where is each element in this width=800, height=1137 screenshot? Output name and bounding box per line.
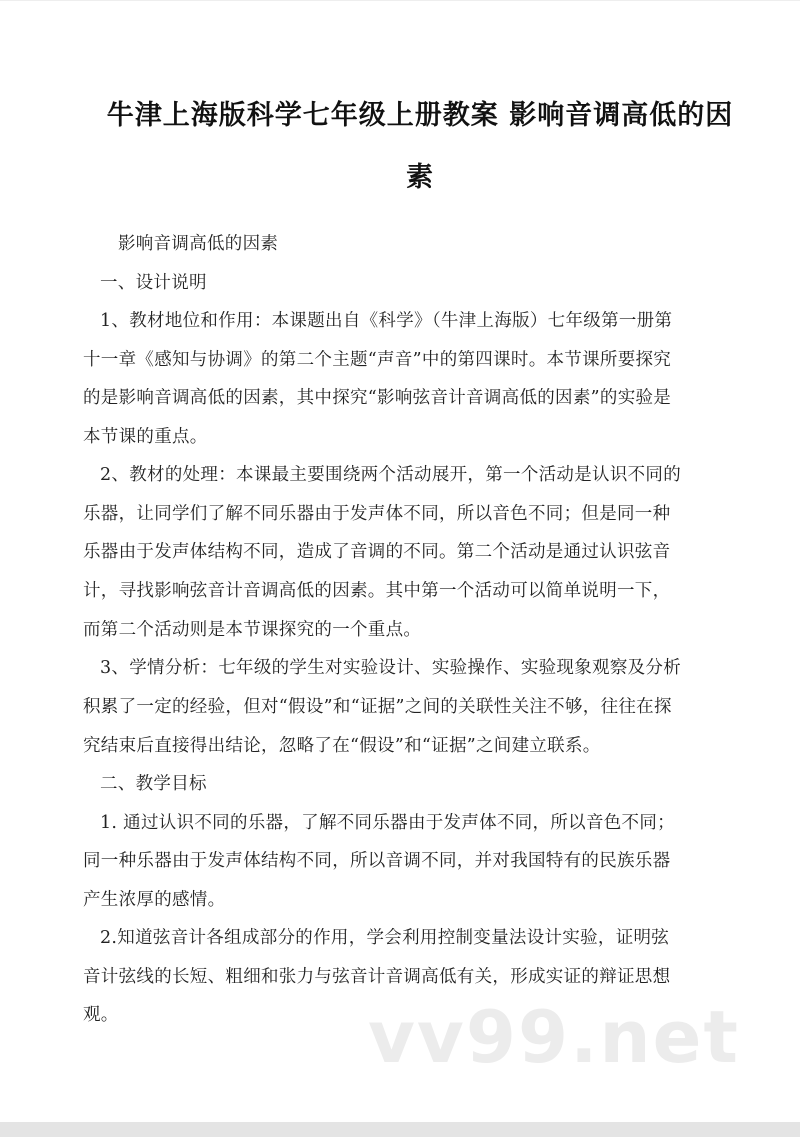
paragraph-2-line: 2、教材的处理：本课最主要围绕两个活动展开，第一个活动是认识不同的 [100,465,682,485]
goal-1-line: 产生浓厚的感情。 [83,890,226,910]
document-title-line-2: 素 [406,162,434,193]
paragraph-3-line: 积累了一定的经验，但对“假设”和“证据”之间的关联性关注不够，往往在探 [83,697,672,717]
document-title-line-1: 牛津上海版科学七年级上册教案 影响音调高低的因 [106,100,734,131]
paragraph-1-line: 1、教材地位和作用：本课题出自《科学》（牛津上海版）七年级第一册第 [100,311,673,331]
section-heading-design: 一、设计说明 [100,273,207,293]
paragraph-2-line: 而第二个活动则是本节课探究的一个重点。 [83,620,422,640]
goal-1-line: 同一种乐器由于发声体结构不同，所以音调不同，并对我国特有的民族乐器 [83,851,671,871]
paragraph-2-line: 乐器，让同学们了解不同乐器由于发声体不同，所以音色不同；但是同一种 [83,504,671,524]
paragraph-1-line: 本节课的重点。 [83,427,208,447]
paragraph-3-line: 究结束后直接得出结论，忽略了在“假设”和“证据”之间建立联系。 [83,736,601,756]
goal-2-line: 观。 [83,1005,119,1025]
subtitle: 影响音调高低的因素 [118,234,279,254]
goal-2-line: 音计弦线的长短、粗细和张力与弦音计音调高低有关，形成实证的辩证思想 [83,967,671,987]
page-bottom-gutter [0,1122,800,1137]
paragraph-3-line: 3、学情分析：七年级的学生对实验设计、实验操作、实验现象观察及分析 [100,658,682,678]
section-heading-goals: 二、教学目标 [100,774,207,794]
watermark: vv99.net [368,995,740,1079]
goal-1-line: 1. 通过认识不同的乐器，了解不同乐器由于发声体不同，所以音色不同； [100,813,675,833]
paragraph-1-line: 的是影响音调高低的因素，其中探究“影响弦音计音调高低的因素”的实验是 [83,388,672,408]
goal-2-line: 2.知道弦音计各组成部分的作用，学会利用控制变量法设计实验，证明弦 [100,928,670,948]
paragraph-1-line: 十一章《感知与协调》的第二个主题“声音”中的第四课时。本节课所要探究 [83,350,672,370]
paragraph-2-line: 计，寻找影响弦音计音调高低的因素。其中第一个活动可以简单说明一下， [83,581,671,601]
paragraph-2-line: 乐器由于发声体结构不同，造成了音调的不同。第二个活动是通过认识弦音 [83,542,671,562]
